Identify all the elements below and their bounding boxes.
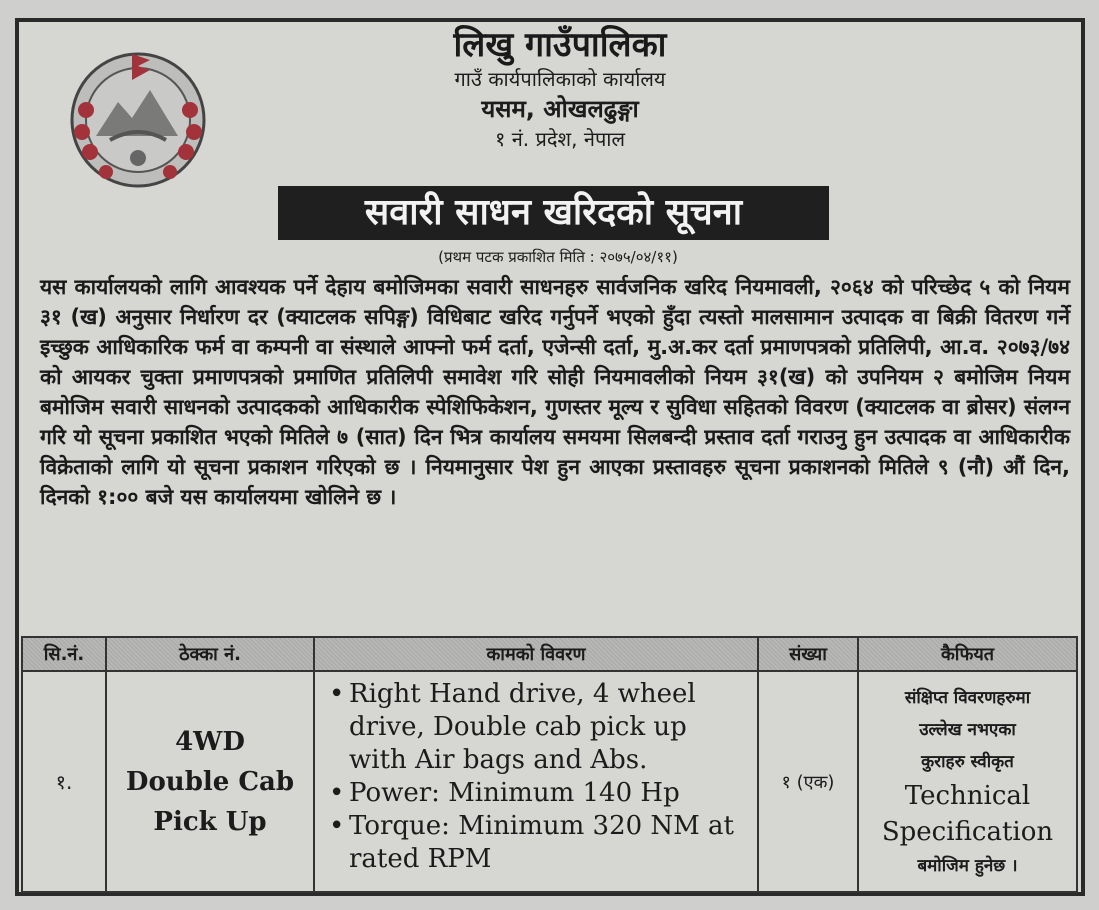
row-item bbox=[106, 671, 314, 892]
remark-line: उल्लेख नभएका bbox=[919, 719, 1016, 740]
remark-line: कुराहरु स्वीकृत bbox=[921, 751, 1014, 772]
spec-item: • Power: Minimum 140 Hp bbox=[329, 777, 749, 810]
office-header bbox=[300, 25, 820, 153]
row-description bbox=[314, 671, 758, 892]
publication-date: (प्रथम पटक प्रकाशित मिति : २०७५/०४/११) bbox=[438, 248, 678, 266]
remark-line: बमोजिम हुनेछ । bbox=[917, 855, 1018, 876]
item-line: Pick Up bbox=[153, 806, 267, 837]
remark-line: Technical bbox=[904, 780, 1031, 811]
row-quantity: १ (एक) bbox=[758, 671, 858, 892]
spec-item: • Torque: Minimum 320 NM at rated RPM bbox=[329, 810, 749, 876]
item-line: 4WD bbox=[175, 726, 245, 757]
notice-title: सवारी साधन खरिदको सूचना bbox=[278, 186, 829, 240]
header-remarks: कैफियत bbox=[858, 637, 1077, 671]
office-province: १ नं. प्रदेश, नेपाल bbox=[494, 127, 626, 151]
header-contract-no: ठेक्का नं. bbox=[106, 637, 314, 671]
header-quantity: संख्या bbox=[758, 637, 858, 671]
office-name: लिखु गाउँपालिका bbox=[453, 25, 667, 65]
table-row bbox=[22, 671, 1077, 892]
row-serial: १. bbox=[22, 671, 106, 892]
header-description: कामको विवरण bbox=[314, 637, 758, 671]
items-table bbox=[21, 636, 1078, 893]
row-remarks bbox=[858, 671, 1077, 892]
remark-line: Specification bbox=[881, 816, 1054, 847]
remark-line: संक्षिप्त विवरणहरुमा bbox=[904, 687, 1031, 708]
office-subtitle: गाउँ कार्यपालिकाको कार्यालय bbox=[454, 67, 666, 91]
header-serial: सि.नं. bbox=[22, 637, 106, 671]
notice-body: यस कार्यालयको लागि आवश्यक पर्ने देहाय बमोजिमका सवारी साधनहरु सार्वजनिक खरिद नियमावली, २०६४ को परिच्छेद ५ को नियम ३१ (ख) अनुसार निर्धारण दर (क्याटलक सपिङ्ग) विधिबाट खरिद गर्नुपर्ने भएको हुँदा त्यस्तो मालसामान उत्पादक वा बिक्री वितरण गर्ने इच्छुक आधिकारिक फर्म वा कम्पनी वा संस्थाले आफ्नो फर्म दर्ता, एजेन्सी दर्ता, मु.अ.कर दर्ता प्रमाणपत्रको प्रतिलिपी, आ.व. २०७३/७४ को आयकर चुक्ता प्रमाणपत्रको प्रमाणित प्रतिलिपी समावेश गरि सोही नियमावलीको नियम ३१(ख) को उपनियम २ बमोजिम नियम बमोजिम सवारी साधनको उत्पादकको आधिकारीक स्पेशिफिकेशन, गुणस्तर मूल्य र सुविधा सहितको विवरण (क्याटलक वा ब्रोसर) संलग्न गरि यो सूचना प्रकाशित भएको मितिले ७ (सात) दिन भित्र कार्यालय समयमा सिलबन्दी प्रस्ताव दर्ता गराउनु हुन उत्पादक वा आधिकारीक विक्रेताको लागि यो सूचना प्रकाशन गरिएको छ । नियमानुसार पेश हुन आएका प्रस्तावहरु सूचना प्रकाशनको मितिले ९ (नौ) औं दिन, दिनको १:०० बजे यस कार्यालयमा खोलिने छ । bbox=[40, 275, 1070, 509]
table-header-row bbox=[22, 637, 1077, 671]
spec-list bbox=[329, 678, 749, 876]
government-emblem-icon bbox=[62, 40, 214, 192]
item-line: Double Cab bbox=[125, 766, 295, 797]
spec-item: • Right Hand drive, 4 wheel drive, Double cab pick up with Air bags and Abs. bbox=[329, 678, 749, 777]
office-location: यसम, ओखलढुङ्गा bbox=[481, 95, 639, 123]
